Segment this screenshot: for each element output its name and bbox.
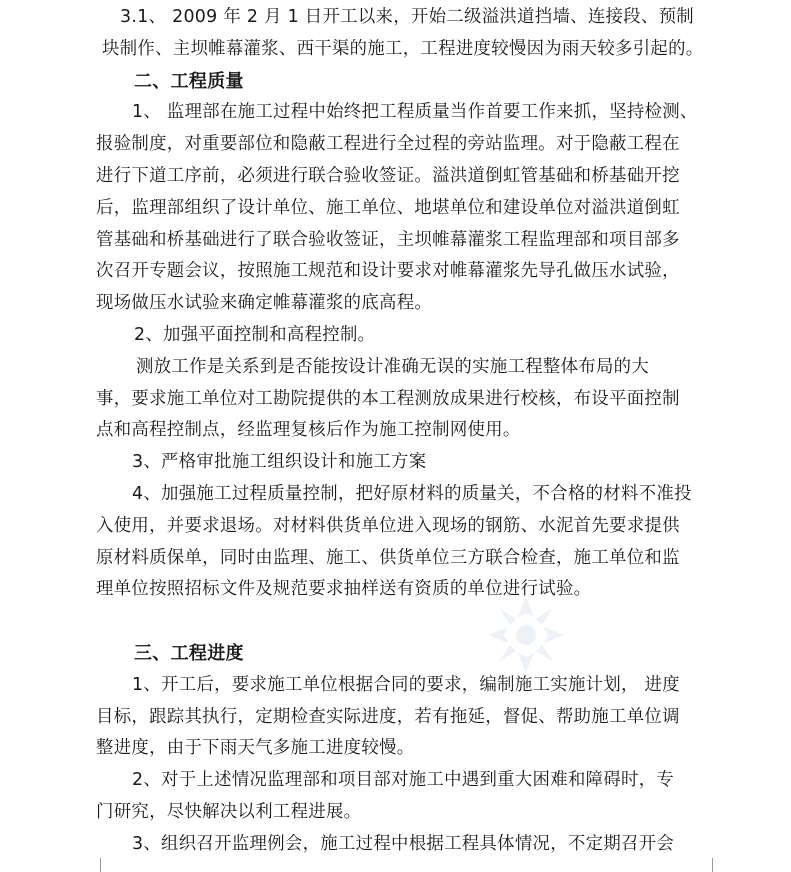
paragraph-line: 3.1、 2009 年 2 月 1 日开工以来，开始二级溢洪道挡墙、连接段、预制 xyxy=(120,7,694,27)
paragraph-line: 2、加强平面控制和高程控制。 xyxy=(134,325,376,345)
blank-line xyxy=(96,606,708,637)
paragraph-line: 点和高程控制点，经监理复核后作为施工控制网使用。 xyxy=(96,420,521,441)
paragraph-line: 事，要求施工单位对工勘院提供的本工程测放成果进行校核，布设平面控制 xyxy=(96,388,680,409)
paragraph-line: 原材料质保单，同时由监理、施工、供货单位三方联合检查，施工单位和监 xyxy=(96,547,680,568)
page-corner-mark-right xyxy=(712,858,727,872)
paragraph-line: 管基础和桥基础进行了联合验收签证，主坝帷幕灌浆工程监理部和项目部多 xyxy=(96,229,680,250)
page-corner-mark-left xyxy=(86,858,101,872)
paragraph-line: 整进度，由于下雨天气多施工进度较慢。 xyxy=(96,738,415,759)
paragraph-line: 1、开工后，要求施工单位根据合同的要求，编制施工实施计划， 进度 xyxy=(132,674,680,695)
paragraph-line: 3、严格审批施工组织设计和施工方案 xyxy=(132,452,427,473)
paragraph-line: 3、组织召开监理例会，施工过程中根据工程具体情况，不定期召开会 xyxy=(132,833,675,854)
paragraph-line: 后，监理部组织了设计单位、施工单位、地堪单位和建设单位对溢洪道倒虹 xyxy=(96,197,680,218)
section-heading: 三、工程进度 xyxy=(134,643,244,664)
section-heading: 二、工程质量 xyxy=(134,70,244,92)
paragraph-line: 理单位按照招标文件及规范要求抽样送有资质的单位进行试验。 xyxy=(96,579,592,600)
paragraph-line: 2、对于上述情况监理部和项目部对施工中遇到重大困难和障碍时，专 xyxy=(132,770,675,791)
paragraph-line: 目标，跟踪其执行，定期检查实际进度，若有拖延，督促、帮助施工单位调 xyxy=(96,706,680,727)
paragraph-line: 现场做压水试验来确定帷幕灌浆的底高程。 xyxy=(96,293,433,314)
paragraph-line: 测放工作是关系到是否能按设计准确无误的实施工程整体布局的大 xyxy=(136,356,650,377)
paragraph-line: 1、 监理部在施工过程中始终把工程质量当作首要工作来抓，坚持检测、 xyxy=(132,102,698,123)
paragraph-line: 进行下道工序前，必须进行联合验收签证。溢洪道倒虹管基础和桥基础开挖 xyxy=(96,166,680,186)
paragraph-line: 入使用，并要求退场。对材料供货单位进入现场的钢筋、水泥首先要求提供 xyxy=(96,515,680,536)
paragraph-line: 门研究，尽快解决以利工程进展。 xyxy=(96,802,362,822)
paragraph-line: 块制作、主坝帷幕灌浆、西干渠的施工，工程进度较慢因为雨天较多引起的。 xyxy=(102,38,704,59)
paragraph-line: 次召开专题会议，按照施工规范和设计要求对帷幕灌浆先导孔做压水试验， xyxy=(96,261,680,282)
paragraph-line: 4、加强施工过程质量控制，把好原材料的质量关，不合格的材料不准投 xyxy=(132,484,692,504)
paragraph-line: 报验制度，对重要部位和隐蔽工程进行全过程的旁站监理。对于隐蔽工程在 xyxy=(96,134,680,155)
